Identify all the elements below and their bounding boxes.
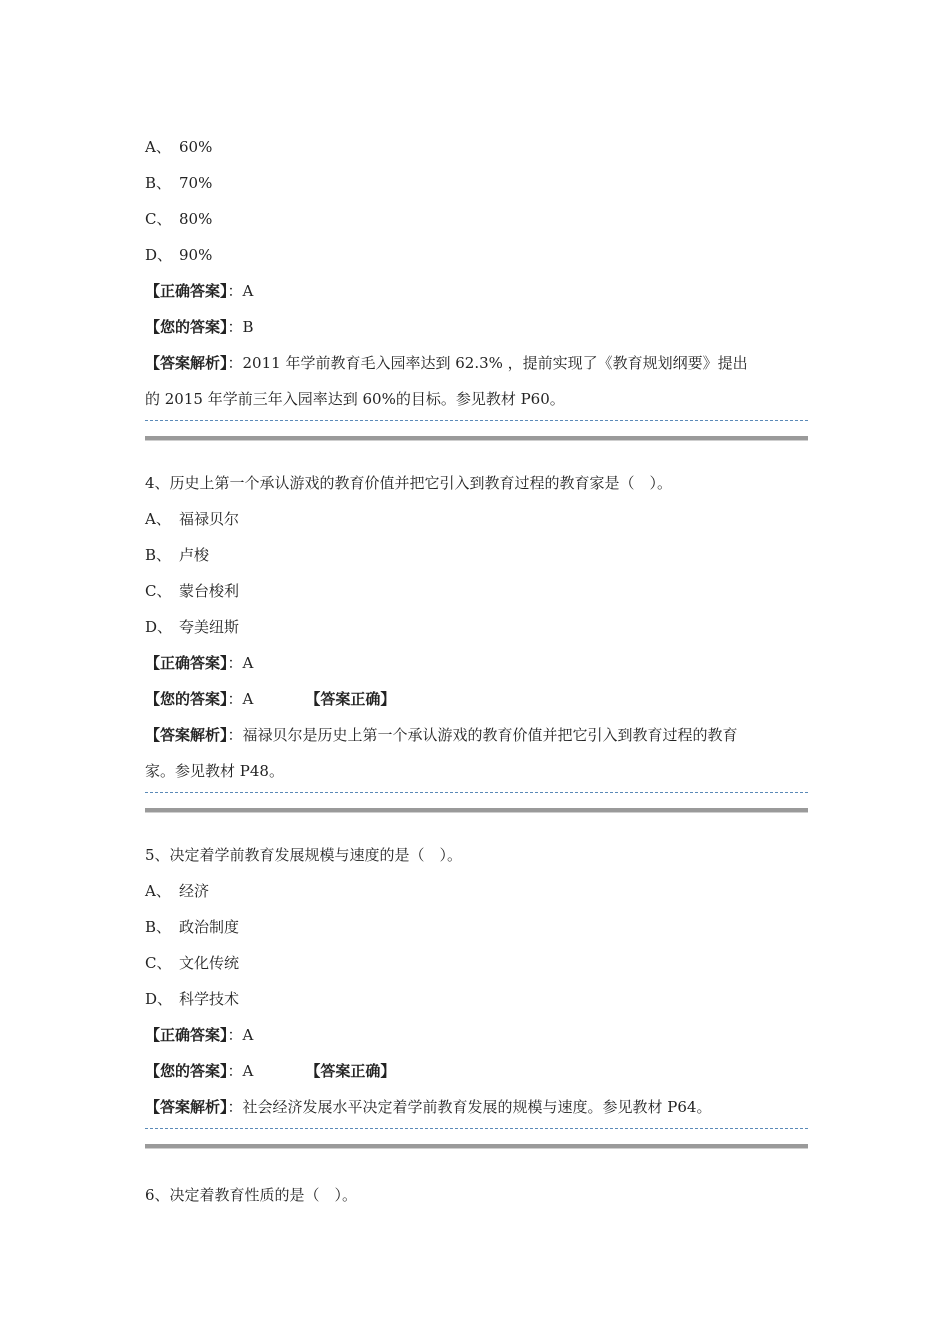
option-c: C、 蒙台梭利 (145, 582, 240, 600)
solid-rule (145, 808, 808, 813)
option-b: B、 卢梭 (145, 546, 210, 564)
option-d: D、 夸美纽斯 (145, 618, 240, 636)
option-a: A、 福禄贝尔 (145, 510, 240, 528)
option-d: D、 90% (145, 246, 213, 264)
dashed-rule (145, 792, 808, 793)
question-6: 6、决定着教育性质的是（ ）。 (145, 1186, 358, 1204)
dashed-rule (145, 420, 808, 421)
correct-answer: 【正确答案】：A (145, 1026, 254, 1044)
option-c: C、 80% (145, 210, 213, 228)
option-a: A、 经济 (145, 882, 210, 900)
solid-rule (145, 1144, 808, 1149)
question-5: 5、决定着学前教育发展规模与速度的是（ ）。 (145, 846, 463, 864)
option-a: A、 60% (145, 138, 213, 156)
solid-rule (145, 436, 808, 441)
answer-analysis: 【答案解析】：社会经济发展水平决定着学前教育发展的规模与速度。参见教材 P64。 (145, 1098, 712, 1116)
answer-analysis: 【答案解析】：2011 年学前教育毛入园率达到 62.3% ，提前实现了《教育规划纲要》提出 (145, 354, 748, 372)
section-divider (145, 420, 808, 444)
correct-answer: 【正确答案】：A (145, 654, 254, 672)
correct-answer: 【正确答案】：A (145, 282, 254, 300)
section-divider (145, 1128, 808, 1152)
answer-status: 【答案正确】 (305, 1062, 396, 1080)
answer-analysis-cont: 的 2015 年学前三年入园率达到 60%的目标。参见教材 P60。 (145, 390, 565, 408)
answer-analysis-cont: 家。参见教材 P48。 (145, 762, 284, 780)
question-4: 4、历史上第一个承认游戏的教育价值并把它引入到教育过程的教育家是（ ）。 (145, 474, 673, 492)
your-answer: 【您的答案】：B (145, 318, 254, 336)
option-b: B、 政治制度 (145, 918, 240, 936)
option-d: D、 科学技术 (145, 990, 240, 1008)
dashed-rule (145, 1128, 808, 1129)
your-answer: 【您的答案】：A 【答案正确】 (145, 1062, 396, 1080)
section-divider (145, 792, 808, 816)
answer-analysis: 【答案解析】：福禄贝尔是历史上第一个承认游戏的教育价值并把它引入到教育过程的教育 (145, 726, 738, 744)
your-answer: 【您的答案】：A 【答案正确】 (145, 690, 396, 708)
answer-status: 【答案正确】 (305, 690, 396, 708)
option-c: C、 文化传统 (145, 954, 240, 972)
option-b: B、 70% (145, 174, 213, 192)
